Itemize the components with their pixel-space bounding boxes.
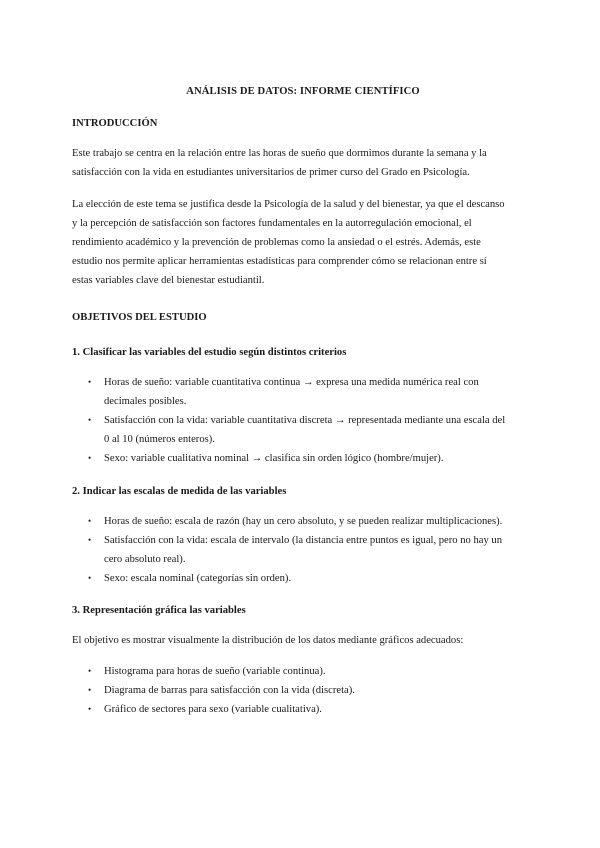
section-1-list <box>72 373 534 468</box>
list-item <box>72 700 534 719</box>
text-line: Horas de sueño: variable cuantitativa continua → expresa una medida numérica real con <box>104 377 479 388</box>
introduccion-paragraph-2 <box>72 195 534 290</box>
text-line: Horas de sueño: escala de razón (hay un cero absoluto, y se pueden realizar multiplicaciones). <box>104 516 503 527</box>
bullet-icon: • <box>88 377 92 387</box>
text-line: estudio nos permite aplicar herramientas estadísticas para comprender cómo se relacionan entre sí <box>72 256 487 267</box>
introduccion-heading: INTRODUCCIÓN <box>72 118 158 129</box>
bullet-icon: • <box>88 453 92 463</box>
introduccion-paragraph-1 <box>72 144 534 182</box>
section-2-list <box>72 512 534 588</box>
text-line: rendimiento académico y la prevención de problemas como la ansiedad o el estrés. Además, este <box>72 237 481 248</box>
text-line: satisfacción con la vida en estudiantes universitarios de primer curso del Grado en Psicología. <box>72 167 470 178</box>
text-line: estas variables clave del bienestar estudiantil. <box>72 275 265 286</box>
section-3-heading: 3. Representación gráfica las variables <box>72 605 246 616</box>
bullet-icon: • <box>88 704 92 714</box>
list-item <box>72 569 534 588</box>
section-2-heading: 2. Indicar las escalas de medida de las variables <box>72 486 287 497</box>
text-line: Satisfacción con la vida: variable cuantitativa discreta → representada mediante una escala del <box>104 415 506 426</box>
list-item <box>72 681 534 700</box>
document-title: ANÁLISIS DE DATOS: INFORME CIENTÍFICO <box>186 86 420 97</box>
bullet-icon: • <box>88 516 92 526</box>
bullet-icon: • <box>88 666 92 676</box>
list-item <box>72 449 534 468</box>
text-line: cero absoluto real). <box>104 554 186 565</box>
bullet-icon: • <box>88 573 92 583</box>
bullet-icon: • <box>88 685 92 695</box>
bullet-icon: • <box>88 415 92 425</box>
text-line: 0 al 10 (números enteros). <box>104 434 215 445</box>
section-3-intro: El objetivo es mostrar visualmente la distribución de los datos mediante gráficos adecuados: <box>72 635 464 646</box>
text-line: Diagrama de barras para satisfacción con la vida (discreta). <box>104 685 355 696</box>
list-item <box>72 531 534 569</box>
text-line: decimales posibles. <box>104 396 187 407</box>
text-line: Gráfico de sectores para sexo (variable cualitativa). <box>104 704 322 715</box>
list-item <box>72 411 534 449</box>
objetivos-heading: OBJETIVOS DEL ESTUDIO <box>72 312 207 323</box>
text-line: y la percepción de satisfacción son factores fundamentales en la autorregulación emocional, el <box>72 218 472 229</box>
text-line: Sexo: escala nominal (categorías sin orden). <box>104 573 292 584</box>
list-item <box>72 373 534 411</box>
text-line: Histograma para horas de sueño (variable continua). <box>104 666 326 677</box>
text-line: Este trabajo se centra en la relación entre las horas de sueño que dormimos durante la semana y la <box>72 148 487 159</box>
section-1-heading: 1. Clasificar las variables del estudio según distintos criterios <box>72 347 347 358</box>
text-line: La elección de este tema se justifica desde la Psicología de la salud y del bienestar, ya que el descanso <box>72 199 505 210</box>
list-item <box>72 662 534 681</box>
text-line: Sexo: variable cualitativa nominal → clasifica sin orden lógico (hombre/mujer). <box>104 453 444 464</box>
bullet-icon: • <box>88 535 92 545</box>
text-line: Satisfacción con la vida: escala de intervalo (la distancia entre puntos es igual, pero no hay un <box>104 535 503 546</box>
list-item <box>72 512 534 531</box>
section-3-list <box>72 662 534 719</box>
